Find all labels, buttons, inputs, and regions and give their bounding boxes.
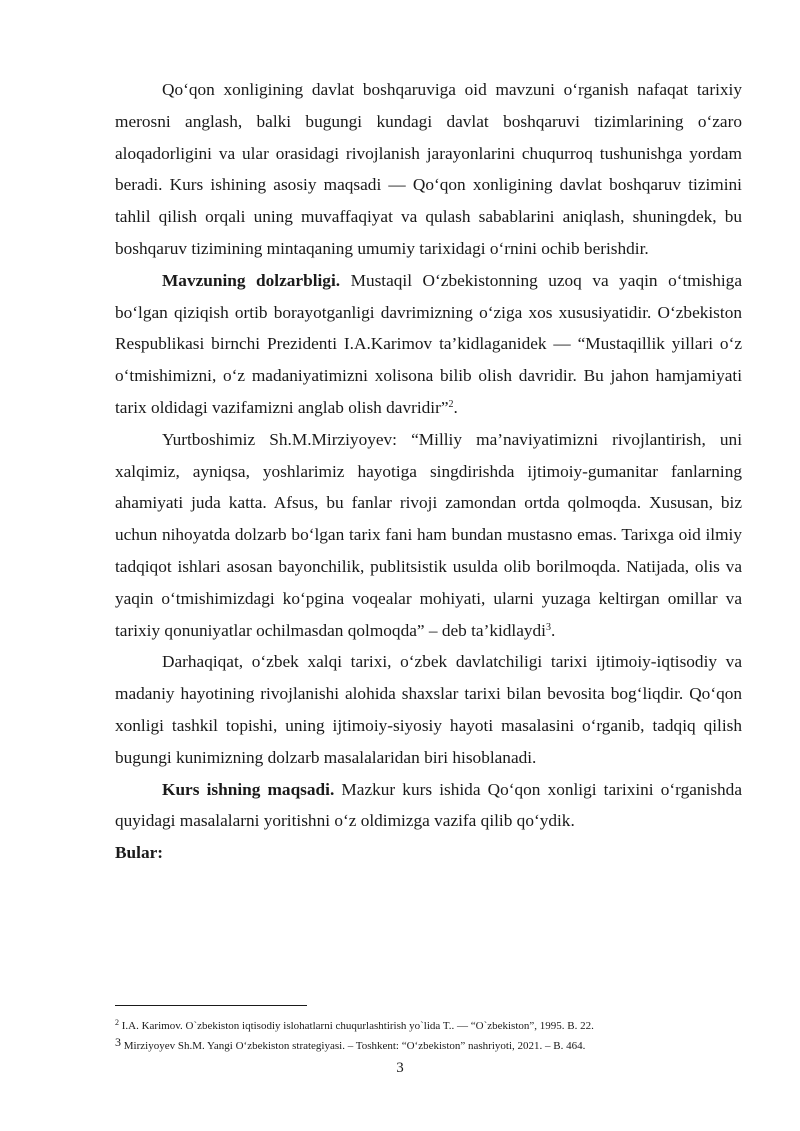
list-heading-text: Bular:: [115, 843, 164, 863]
footnote-3-mark: 3: [115, 1035, 121, 1049]
footnote-3: [115, 1036, 755, 1056]
footnote-ref-3: 3: [545, 621, 551, 633]
paragraph-relevance: [115, 265, 742, 424]
paragraph-history: Darhaqiqat, o‘zbek xalqi tarixi, o‘zbek davlatchiligi tarixi ijtimoiy-iqtisodiy va madaniy hayotining rivojlanishi alohida shaxslar tarixi bilan bevosita bog‘liqdir. Qo‘qon xonligi tashkil topishi, uning ijtimoiy-siyosiy hayoti masalasini o‘rganib, tadqiq qilish bugungi kunimizning dolzarb masalalaridan biri hisoblanadi.: [115, 652, 742, 767]
relevance-text: Mustaqil O‘zbekistonning uzoq va yaqin o‘tmishiga bo‘lgan qiziqish ortib borayotganligi davrimizning o‘ziga xos xususiyatidir. O‘zbekiston Respublikasi birnchi Prezidenti I.A.Karimov ta’kidlaganidek — “Mustaqillik yillari o‘z o‘tmishimizni, o‘z madaniyatimizni xolisona bilib olish davridir. Bu jahon hamjamiyati tarix oldidagi vazifamizni anglab olish davridir”: [115, 270, 742, 417]
goal-text: Mazkur kurs ishida Qo‘qon xonligi tarixini o‘rganishda quyidagi masalalarni yoritishni o‘z oldimizga vazifa qilib qo‘ydik.: [115, 779, 742, 831]
relevance-heading: Mavzuning dolzarbligi.: [162, 270, 341, 290]
footnote-2-text: I.A. Karimov. O`zbekiston iqtisodiy islohatlarni chuqurlashtirish yo`lida T.. — “O`zbekiston”, 1995. B. 22.: [119, 1020, 594, 1032]
paragraph-intro: Qo‘qon xonligining davlat boshqaruviga oid mavzuni o‘rganish nafaqat tarixiy merosni anglash, balki bugungi kundagi davlat boshqaruvi tizimlarining o‘zaro aloqadorligini va ular orasidagi rivojlanish jarayonlarini chuqurroq tushunishga yordam beradi. Kurs ishining asosiy maqsadi — Qo‘qon xonligining davlat boshqaruv tizimini tahlil qilish orqali uning muvaffaqiyat va qulash sabablarini aniqlash, shuningdek, bu boshqaruv tizimining mintaqaning umumiy tarixidagi o‘rnini ochib berishdir.: [115, 80, 742, 258]
footnote-2-mark: 2: [115, 1018, 119, 1027]
paragraph-quote: [115, 424, 742, 647]
quote-end: .: [550, 620, 556, 640]
quote-text: Yurtboshimiz Sh.M.Mirziyoyev: “Milliy ma’naviyatimizni rivojlantirish, uni xalqimiz, ayniqsa, yoshlarimiz hayotiga singdirishda ijtimoiy-gumanitar fanlarning ahamiyati juda katta. Afsus, bu fanlar rivoji zamondan ortda qolmoqda. Xususan, biz uchun nihoyatda dolzarb bo‘lgan tarix fani ham bundan mustasno emas. Tarixga oid ilmiy tadqiqot ishlari asosan bayonchilik, publitsistik usulda olib borilmoqda. Natijada, olis va yaqin o‘tmishimizdagi ko‘pgina voqealar mohiyati, ularni yuzaga keltirgan omillar va tarixiy qonuniyatlar ochilmasdan qolmoqda” – deb ta’kidlaydi: [115, 429, 742, 640]
paragraph-goal: [115, 774, 742, 838]
main-text: [115, 74, 742, 869]
goal-heading: Kurs ishning maqsadi.: [162, 779, 335, 799]
footnote-ref-2: 2: [448, 398, 454, 410]
footnotes: [115, 1016, 755, 1056]
footnote-separator: [115, 1005, 307, 1006]
page-number: 3: [396, 1060, 404, 1076]
relevance-end: .: [453, 397, 458, 417]
list-heading: [115, 837, 742, 869]
footnote-2: [115, 1016, 755, 1036]
footnote-3-text: Mirziyoyev Sh.M. Yangi O‘zbekiston strategiyasi. – Toshkent: “O‘zbekiston” nashriyoti, 2021. – B. 464.: [121, 1040, 586, 1052]
